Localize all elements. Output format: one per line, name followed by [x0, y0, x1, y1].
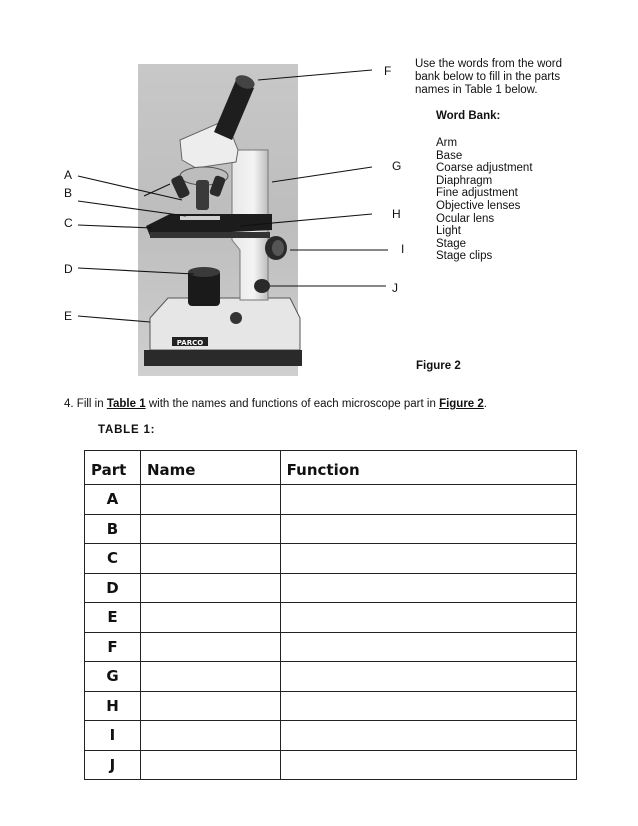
- name-cell[interactable]: [140, 603, 280, 633]
- table-row: [85, 662, 577, 692]
- label-i: I: [401, 242, 405, 256]
- function-cell[interactable]: [280, 721, 576, 751]
- header-function: Function: [280, 451, 576, 485]
- part-letter: A: [85, 485, 141, 515]
- word-bank-item: Stage: [436, 237, 467, 250]
- word-bank-list: [436, 137, 533, 263]
- question-pre: Fill in: [76, 398, 104, 410]
- function-cell[interactable]: [280, 632, 576, 662]
- part-letter: I: [85, 721, 141, 751]
- word-bank-item: Ocular lens: [436, 212, 495, 225]
- name-cell[interactable]: [140, 632, 280, 662]
- light-top: [188, 267, 220, 277]
- table-row: [85, 691, 577, 721]
- objective-lens-2: [196, 180, 209, 210]
- name-cell[interactable]: [140, 485, 280, 515]
- header-part: Part: [85, 451, 141, 485]
- label-j: J: [392, 281, 398, 295]
- table-row: [85, 632, 577, 662]
- table-row: [85, 514, 577, 544]
- name-cell[interactable]: [140, 750, 280, 780]
- function-cell[interactable]: [280, 691, 576, 721]
- question-number: 4.: [64, 398, 74, 410]
- table-row: [85, 573, 577, 603]
- word-bank-item: Objective lenses: [436, 199, 521, 212]
- table-row: [85, 544, 577, 574]
- table-row: [85, 750, 577, 780]
- question-text: [64, 398, 487, 410]
- word-bank-item: Light: [436, 225, 461, 238]
- name-cell[interactable]: [140, 544, 280, 574]
- name-cell[interactable]: [140, 514, 280, 544]
- word-bank-item: Stage clips: [436, 250, 493, 263]
- word-bank-item: Arm: [436, 137, 458, 149]
- instructions-text: Use the words from the word bank below to fill in the parts names in Table 1 below.: [415, 58, 563, 96]
- figure-reference: Figure 2: [439, 398, 484, 410]
- stage-edge: [150, 232, 270, 238]
- word-bank-title: Word Bank:: [436, 110, 501, 122]
- coarse-knob-face: [272, 240, 284, 256]
- fine-knob: [254, 279, 270, 293]
- table-header-row: [85, 451, 577, 485]
- part-letter: E: [85, 603, 141, 633]
- name-cell[interactable]: [140, 721, 280, 751]
- name-cell[interactable]: [140, 662, 280, 692]
- part-letter: H: [85, 691, 141, 721]
- function-cell[interactable]: [280, 544, 576, 574]
- base-shadow: [144, 350, 302, 366]
- table-row: [85, 721, 577, 751]
- brand-text: PARCO: [176, 339, 204, 347]
- label-d: D: [64, 262, 73, 276]
- function-cell[interactable]: [280, 662, 576, 692]
- part-letter: B: [85, 514, 141, 544]
- label-g: G: [392, 159, 402, 173]
- table-title: TABLE 1:: [98, 424, 156, 436]
- part-letter: G: [85, 662, 141, 692]
- part-letter: D: [85, 573, 141, 603]
- function-cell[interactable]: [280, 573, 576, 603]
- microscope-figure: [0, 0, 638, 380]
- word-bank-item: Diaphragm: [436, 174, 493, 187]
- light-opening: [230, 312, 242, 324]
- function-cell[interactable]: [280, 750, 576, 780]
- stage-clips: [180, 216, 220, 220]
- word-bank-item: Fine adjustment: [436, 187, 518, 200]
- label-b: B: [64, 186, 73, 200]
- figure-caption: Figure 2: [416, 360, 461, 372]
- question-end: .: [483, 398, 487, 410]
- part-letter: C: [85, 544, 141, 574]
- label-c: C: [64, 216, 73, 230]
- name-cell[interactable]: [140, 573, 280, 603]
- function-cell[interactable]: [280, 603, 576, 633]
- parts-table: [84, 450, 577, 780]
- table-reference: Table 1: [106, 398, 146, 410]
- label-h: H: [392, 207, 401, 221]
- question-mid: with the names and functions of each microscope part in: [148, 398, 436, 410]
- label-e: E: [64, 309, 73, 323]
- name-cell[interactable]: [140, 691, 280, 721]
- function-cell[interactable]: [280, 485, 576, 515]
- table-row: [85, 485, 577, 515]
- part-letter: J: [85, 750, 141, 780]
- part-letter: F: [85, 632, 141, 662]
- word-bank-item: Base: [436, 149, 463, 162]
- header-name: Name: [140, 451, 280, 485]
- table-row: [85, 603, 577, 633]
- function-cell[interactable]: [280, 514, 576, 544]
- label-a: A: [64, 168, 73, 182]
- word-bank-item: Coarse adjustment: [436, 162, 533, 175]
- label-f: F: [384, 64, 392, 78]
